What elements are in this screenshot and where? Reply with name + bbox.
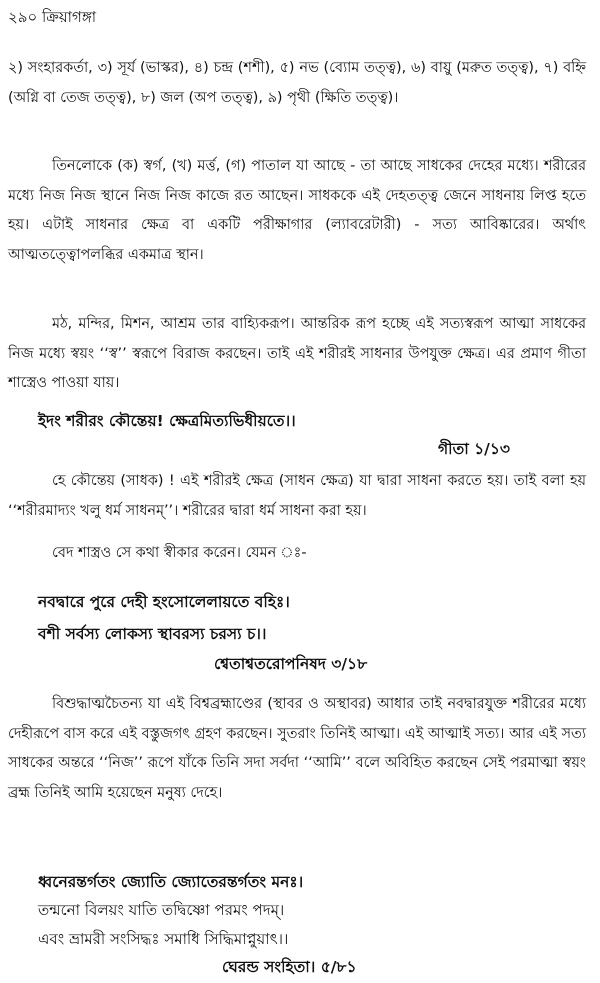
paragraph-temple: মঠ, মন্দির, মিশন, আশ্রম তার বাহ্যিকরূপ। আন্তরিক রূপ হচ্ছে এই সত্যস্বরূপ আত্মা সাধকের নিজ মধ্যে স্বয়ং ‘‘স্ব’’ স্বরূপে বিরাজ করছেন। তাই এই শরীরই সাধনার উপযুক্ত ক্ষেত্র। এর প্রমাণ গীতা শাস্ত্রেও পাওয়া যায়। [8, 316, 586, 391]
paragraph-atma: বিশুদ্ধাত্মচৈতন্য যা এই বিশ্বব্রহ্মাণ্ডের (স্থাবর ও অস্থাবর) আধার তাই নবদ্বারযুক্ত শরীরের মধ্যে দেহীরূপে বাস করে এই বস্তুজগৎ গ্রহণ করছেন। সুতরাং তিনিই আত্মা। এই আত্মাই সত্য। আর এই সত্য সাধকের অন্তরে ‘‘নিজ’’ রূপে যাঁকে তিনি সদা সর্বদা ‘‘আমি’’ বলে অবিহিত করছেন সেই পরমাত্মা স্বয়ং ব্রহ্ম তিনিই আমি হয়েছেন মনুষ্য দেহে। [8, 696, 586, 801]
line-veda: বেদ শাস্ত্রও সে কথা স্বীকার করেন। যেমন ঃ- [52, 545, 307, 561]
verse-gheranda-line-2: তন্মনো বিলয়ং যাতি তদ্বিষ্ণো পরমং পদম্। [38, 901, 285, 919]
paragraph-elements: ২) সংহারকর্তা, ৩) সূর্য (ভাস্কর), ৪) চন্দ্র (শশী), ৫) নভ (ব্যোম তত্ত্ব), ৬) বায়ু (মরুত তত্ত্ব), ৭) বহ্নি (অগ্নি বা তেজ তত্ত্ব), ৮) জল (অপ তত্ত্ব), ৯) পৃথী (ক্ষিতি তত্ত্ব)। [8, 60, 586, 106]
paragraph-three-worlds: তিনলোকে (ক) স্বর্গ, (খ) মর্ত্ত, (গ) পাতাল যা আছে - তা আছে সাধকের দেহের মধ্যে। শরীরের মধ্যে নিজ নিজ স্থানে নিজ নিজ কাজে রত আছেন। সাধককে এই দেহতত্ত্ব জেনে সাধনায় লিপ্ত হতে হয়। এটাই সাধনার ক্ষেত্র বা একটি পরীক্ষাগার (ল্যাবরেটারী) - সত্য আবিষ্কারের। অর্থাৎ আত্মতত্ত্বোপলব্ধির একমাত্র স্থান। [8, 158, 586, 263]
verse-gita: ইদং শরীরং কৌন্তেয়! ক্ষেত্রমিত্যভিধীয়তে।। [38, 412, 296, 430]
page-header: ২৯০ ক্রিয়াগঙ্গা [8, 8, 97, 26]
reference-gita: গীতা ১/১৩ [438, 440, 510, 458]
verse-gheranda-line-3: এবং ভ্রামরী সংসিদ্ধঃ সমাধি সিদ্ধিমাপ্নুয়াৎ।। [38, 930, 289, 948]
verse-upanishad-line-1: নবদ্বারে পুরে দেহী হংসোলেলায়তে বহিঃ। [38, 593, 290, 611]
reference-gheranda: ঘেরন্ড সংহিতা। ৫/৮১ [222, 958, 357, 976]
reference-upanishad: শ্বেতাশ্বতরোপনিষদ ৩/১৮ [214, 655, 368, 673]
verse-gheranda-line-1: ধ্বনেরন্তর্গতং জ্যোতি জ্যোতেরন্তর্গতং মনঃ। [38, 873, 304, 891]
verse-upanishad-line-2: বশী সর্বস্য লোকস্য স্থাবরস্য চরস্য চ।। [38, 625, 267, 643]
paragraph-kaunteya: হে কৌন্তেয় (সাধক) ! এই শরীরই ক্ষেত্র (সাধন ক্ষেত্র) যা দ্বারা সাধনা করতে হয়। তাই বলা হয় ‘‘শরীরমাদ্যং খলু ধর্ম সাধনম্’’। শরীরের দ্বারা ধর্ম সাধনা করা হয়। [8, 473, 586, 519]
